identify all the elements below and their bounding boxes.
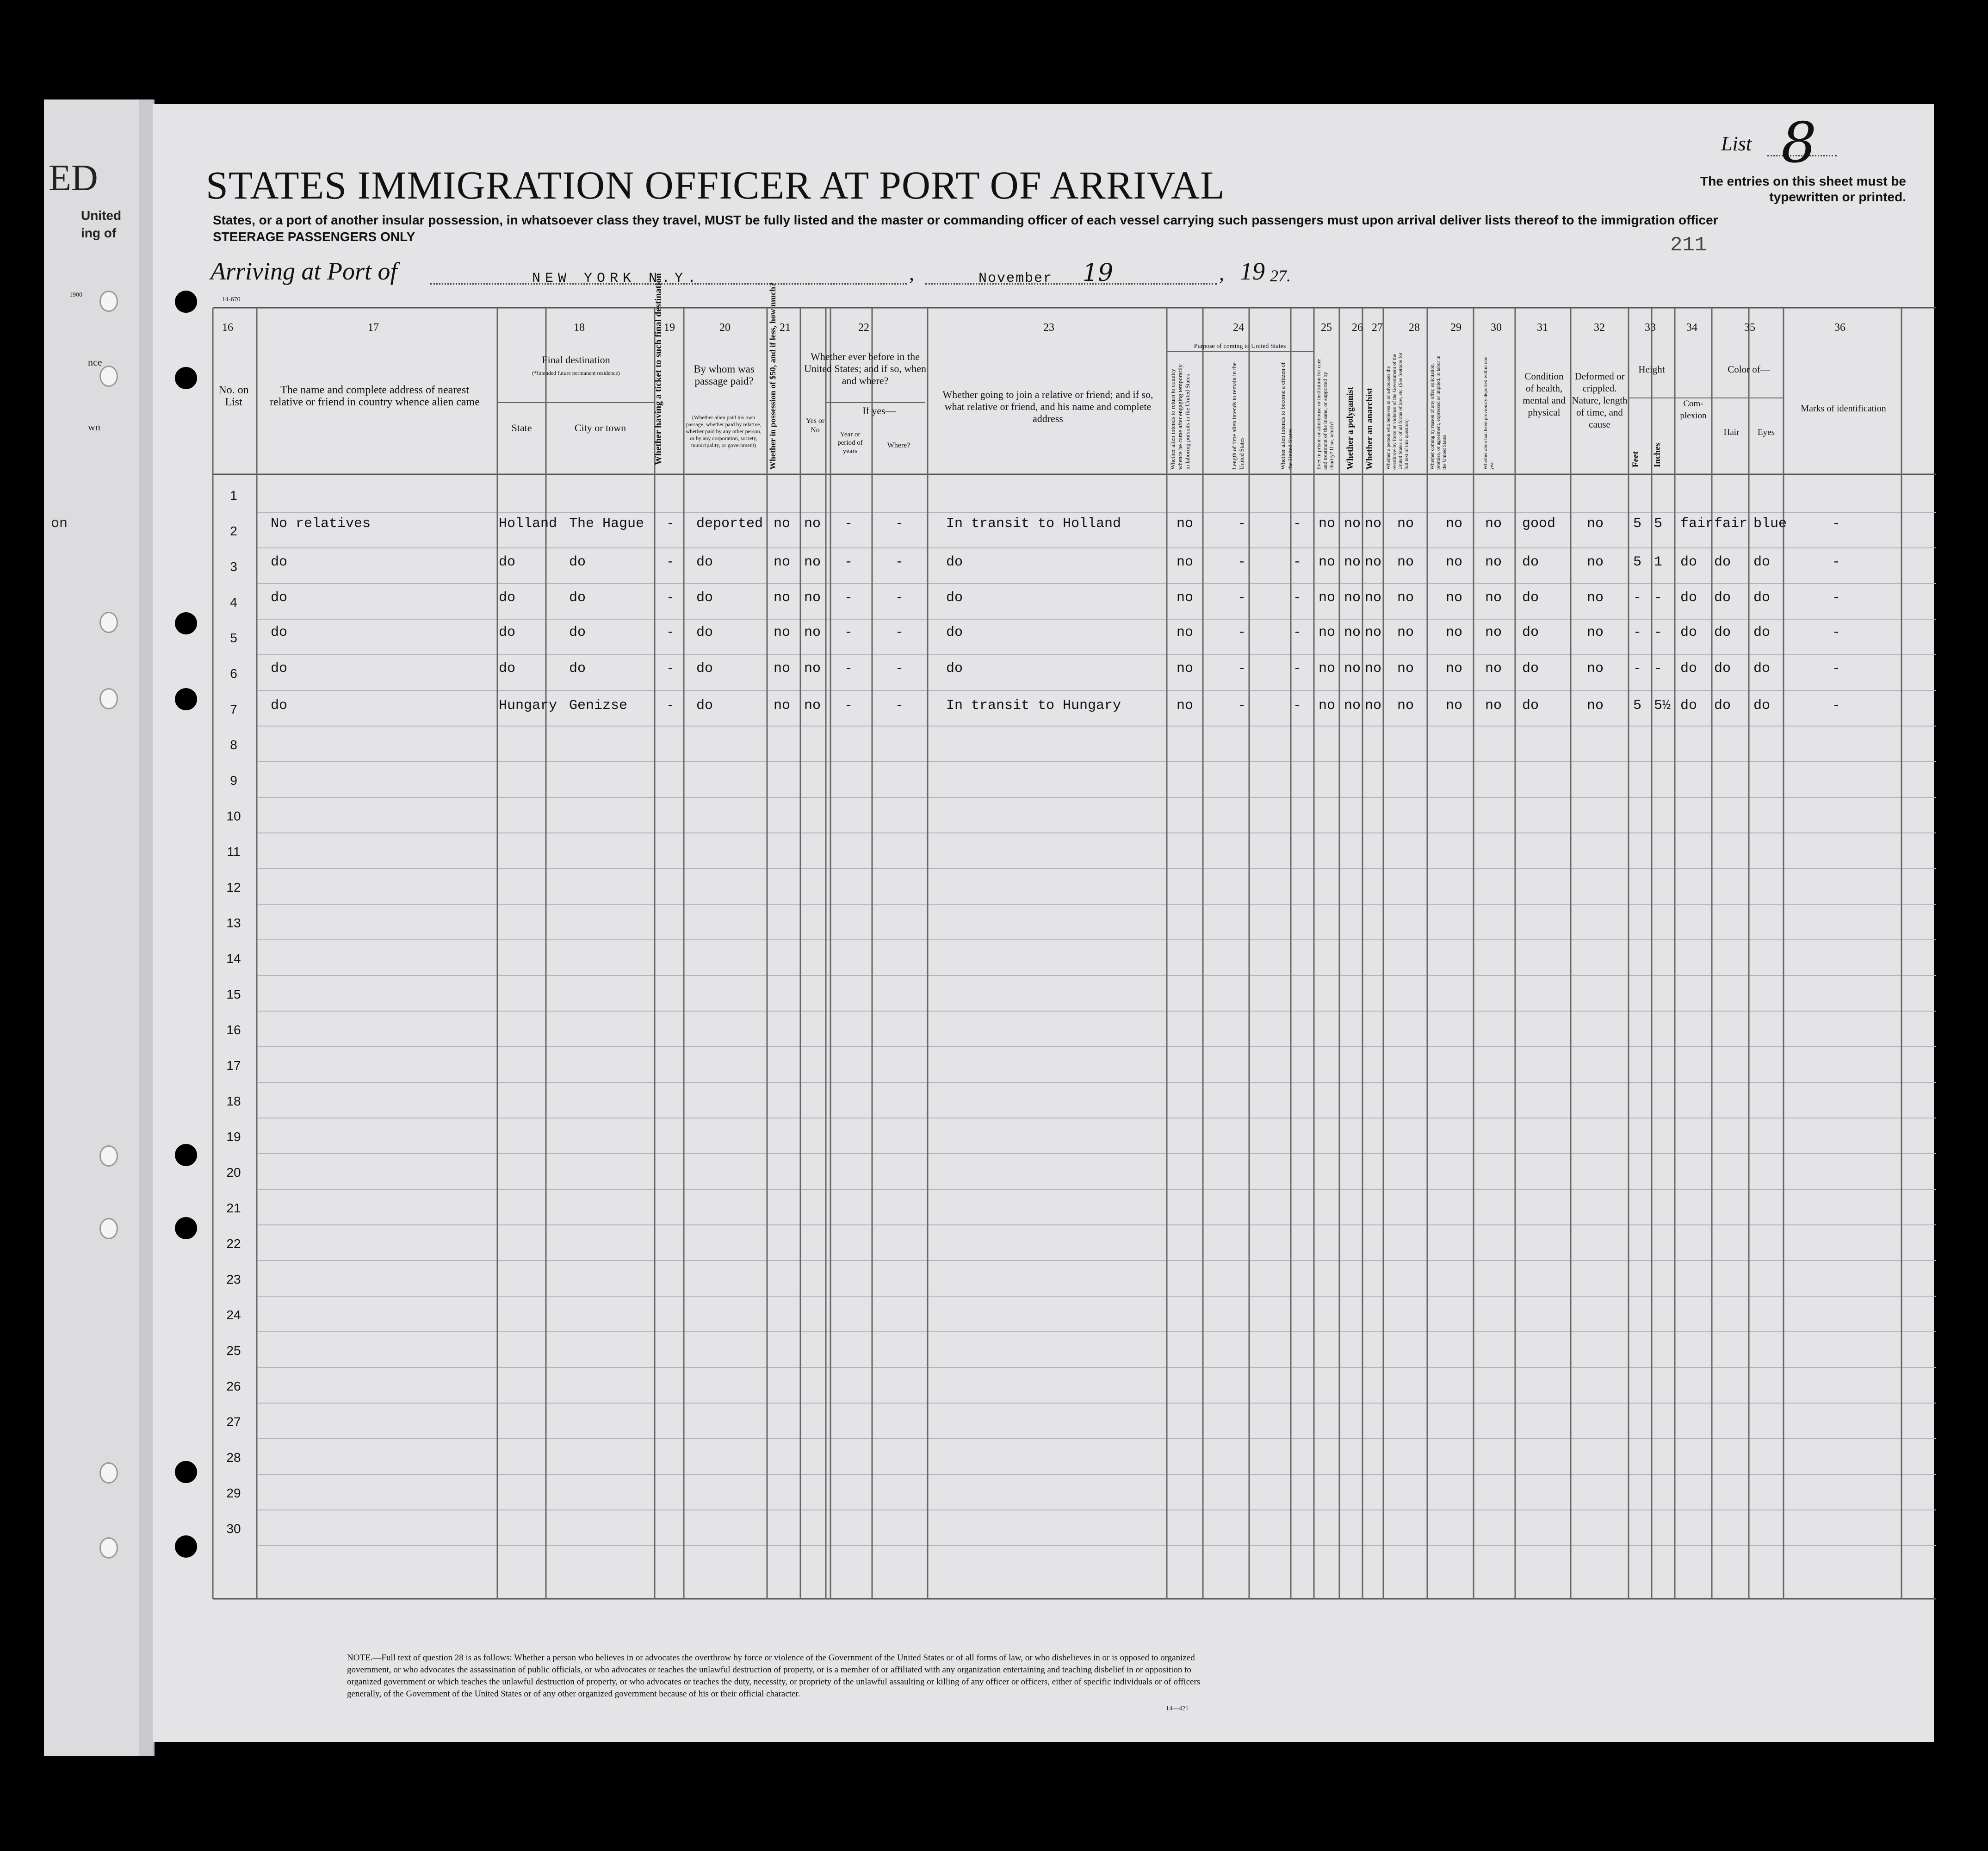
cell-health: do [1522,661,1539,677]
form-code: 14-670 [222,296,241,303]
cell-q28: no [1397,698,1414,714]
colnum-21: 21 [780,322,791,334]
cell-polygamist: no [1344,554,1361,570]
colnum-30: 30 [1491,322,1502,334]
colnum-36: 36 [1834,322,1846,334]
cell-anarchist: no [1365,698,1382,714]
cell-deported: no [1485,625,1502,640]
header-final-destination: Final destination [542,354,610,366]
row-number: 3 [230,559,237,574]
cell-anarchist: no [1365,625,1382,640]
left-fragment-stamp: 1900 [69,292,82,298]
colnum-35: 35 [1744,322,1755,334]
cell-polygamist: no [1344,516,1361,532]
cell-marks: - [1832,625,1841,640]
cell-citizen-intent: - [1293,698,1302,714]
cell-ticket: - [666,590,675,606]
cell-joining: do [946,661,963,677]
cell-complexion: do [1680,590,1697,606]
cell-return-intent: no [1177,590,1194,606]
row-number: 26 [226,1379,241,1393]
cell-year-before: - [844,516,853,532]
header-prison: Ever in prison or almshouse or institution for care and treatment of the insane, or supported by charity? If so, which? [1315,359,1335,470]
cell-joining: do [946,590,963,606]
cell-height-inches: 5 [1654,516,1663,532]
cell-relative-address: do [271,661,288,677]
cell-destination-city: do [569,590,586,606]
cell-hair-color: do [1714,698,1731,714]
row-number: 4 [230,595,237,609]
cell-ticket: - [666,554,675,570]
cell-prison: no [1319,516,1336,532]
header-return-intent: Whether alien intends to return to country whence he came after engaging temporarily in laboring pursuits in the United States [1169,364,1191,470]
cell-where-before: - [895,590,904,606]
cell-eye-color: do [1753,625,1771,640]
header-contract-labor: Whether coming by reason of any offer, solicitation, promise, or agreement, expressed or implied, to labor in the United States [1430,355,1447,470]
cell-fifty-dollars: no [774,625,791,640]
list-note: The entries on this sheet must be typewritten or printed. [1700,174,1906,204]
cell-passage-paid-by: do [696,661,713,677]
passenger-class: STEERAGE PASSENGERS ONLY [213,230,415,244]
cell-deported: no [1485,590,1502,606]
row-number: 14 [226,951,241,966]
colnum-28: 28 [1409,322,1420,334]
cell-length-of-stay: - [1238,625,1246,640]
form-instructions: States, or a port of another insular possession, in whatsoever class they travel, MUST be fully listed and the master or commanding officer of each vessel carrying such passengers must upon arrival deliver lists thereof to the immigration officer [213,213,1718,227]
list-number: 8 [1781,111,1817,175]
cell-destination-city: The Hague [569,516,644,532]
cell-fifty-dollars: no [774,590,791,606]
cell-contract-labor: no [1446,590,1463,606]
header-final-destination-sub: (*Intended future permanent residence) [532,370,620,376]
cell-citizen-intent: - [1293,590,1302,606]
cell-destination-state: do [499,554,516,570]
cell-fifty-dollars: no [774,661,791,677]
cell-complexion: do [1680,625,1697,640]
day-value: 19 [1083,259,1114,287]
cell-deformed: no [1587,698,1604,714]
row-number: 10 [226,809,241,823]
cell-length-of-stay: - [1238,516,1246,532]
cell-year-before: - [844,661,853,677]
left-fragment-on: on [51,516,68,532]
cell-prison: no [1319,554,1336,570]
cell-health: good [1522,516,1556,532]
cell-height-inches: - [1654,661,1663,677]
arriving-label: Arriving at Port of [211,257,397,285]
row-number: 1 [230,488,237,503]
cell-contract-labor: no [1446,661,1463,677]
cell-prison: no [1319,625,1336,640]
form-title: STATES IMMIGRATION OFFICER AT PORT OF ARRIVAL [206,163,1225,207]
header-purpose: Purpose of coming to United States [1194,343,1286,350]
list-label: List [1721,132,1752,155]
header-hair: Hair [1723,428,1740,437]
cell-relative-address: do [271,625,288,640]
cell-deported: no [1485,554,1502,570]
cell-height-feet: 5 [1633,516,1642,532]
footnote-q28: NOTE.—Full text of question 28 is as follows: Whether a person who believes in or advocates the overthrow by force or violence of the Government of the United States or of all forms of law, or who disbelieves in or is opposed to organized government, or who advocates the assassination of public officials, or who advocates or teaches the unlawful destruction of property, or is a member of or affiliated with any organization entertaining and teaching disbelief in or opposition to organized government or which teaches the unlawful destruction of property, or who advocates or teaches the duty, necessity, or propriety of the unlawful assaulting or killing of any officer or officers, either of specific individuals or of officers generally, of the Government of the United States or of any other organized government because of his or their official character. [347,1653,1201,1699]
header-deported: Whether alien had been previously deported within one year [1483,356,1494,470]
cell-return-intent: no [1177,625,1194,640]
cell-destination-city: do [569,661,586,677]
cell-contract-labor: no [1446,698,1463,714]
cell-deported: no [1485,698,1502,714]
footer-form-code: 14—421 [1166,1705,1189,1712]
cell-citizen-intent: - [1293,554,1302,570]
cell-relative-address: No relatives [271,516,371,532]
cell-prison: no [1319,590,1336,606]
colnum-33: 33 [1645,322,1656,334]
header-no-on-list: No. on List [218,384,249,408]
colnum-16: 16 [222,322,233,334]
cell-prison: no [1319,661,1336,677]
header-passage-paid: By whom was passage paid? [694,363,755,387]
cell-relative-address: do [271,590,288,606]
row-number: 19 [226,1130,241,1144]
cell-polygamist: no [1344,590,1361,606]
colnum-29: 29 [1450,322,1462,334]
port-value: NEW YORK N.Y. [532,271,701,286]
header-height: Height [1638,364,1665,375]
cell-marks: - [1832,516,1841,532]
header-marks: Marks of identification [1801,404,1886,414]
cell-hair-color: do [1714,554,1731,570]
cell-q28: no [1397,516,1414,532]
cell-anarchist: no [1365,554,1382,570]
comma: , [909,262,914,285]
month-value: November [979,271,1053,286]
cell-citizen-intent: - [1293,625,1302,640]
cell-complexion: do [1680,554,1697,570]
header-state: State [511,422,532,434]
cell-passage-paid-by: do [696,590,713,606]
cell-been-before: no [804,554,821,570]
row-number: 23 [226,1272,241,1286]
cell-been-before: no [804,516,821,532]
cell-year-before: - [844,590,853,606]
cell-eye-color: blue [1753,516,1787,532]
cell-height-feet: 5 [1633,698,1642,714]
row-number: 29 [226,1486,241,1500]
cell-fifty-dollars: no [774,698,791,714]
row-number: 21 [226,1201,241,1215]
cell-complexion: do [1680,698,1697,714]
cell-deformed: no [1587,554,1604,570]
row-number: 2 [230,524,237,538]
left-fragment-united: United [81,208,122,223]
cell-ticket: - [666,661,675,677]
colnum-26: 26 [1352,322,1363,334]
row-number: 22 [226,1236,241,1251]
header-q28: Whether a person who believes in or advocates the overthrow by force or violence of the Government of the United States or of all forms of law, etc. (See footnote for full text of this question) [1386,352,1409,470]
cell-joining: In transit to Hungary [946,698,1121,714]
cell-marks: - [1832,590,1841,606]
cell-relative-address: do [271,554,288,570]
cell-citizen-intent: - [1293,661,1302,677]
cell-deformed: no [1587,625,1604,640]
colnum-27: 27 [1372,322,1383,334]
header-where: Where? [887,441,910,449]
comma: , [1219,262,1224,285]
cell-relative-address: do [271,698,288,714]
cell-fifty-dollars: no [774,516,791,532]
cell-prison: no [1319,698,1336,714]
row-number: 6 [230,666,237,681]
row-number: 28 [226,1450,241,1465]
cell-q28: no [1397,590,1414,606]
cell-passage-paid-by: do [696,625,713,640]
cell-height-feet: 5 [1633,554,1642,570]
cell-health: do [1522,590,1539,606]
cell-where-before: - [895,516,904,532]
cell-destination-city: do [569,625,586,640]
left-fragment-wn: wn [88,421,100,433]
header-city: City or town [574,422,626,434]
row-number: 16 [226,1023,241,1037]
cell-deformed: no [1587,590,1604,606]
stamp-number: 211 [1670,234,1707,257]
cell-passage-paid-by: do [696,698,713,714]
colnum-23: 23 [1043,322,1054,334]
row-number: 12 [226,880,241,894]
cell-polygamist: no [1344,625,1361,640]
cell-year-before: - [844,625,853,640]
cell-height-inches: 1 [1654,554,1663,570]
cell-destination-city: do [569,554,586,570]
cell-anarchist: no [1365,590,1382,606]
cell-destination-state: do [499,590,516,606]
cell-return-intent: no [1177,516,1194,532]
header-complexion: Com-plexion [1680,399,1707,421]
row-number: 5 [230,631,237,645]
cell-eye-color: do [1753,554,1771,570]
cell-fifty-dollars: no [774,554,791,570]
header-if-yes: If yes— [862,405,896,416]
cell-q28: no [1397,625,1414,640]
cell-eye-color: do [1753,661,1771,677]
cell-polygamist: no [1344,698,1361,714]
colnum-17: 17 [368,322,379,334]
header-eyes: Eyes [1758,428,1775,437]
cell-height-feet: - [1633,590,1642,606]
cell-height-inches: - [1654,590,1663,606]
row-number: 13 [226,916,241,930]
colnum-18: 18 [574,322,585,334]
cell-deformed: no [1587,661,1604,677]
cell-return-intent: no [1177,661,1194,677]
cell-destination-state: Hungary [499,698,557,714]
cell-deported: no [1485,516,1502,532]
cell-deformed: no [1587,516,1604,532]
cell-where-before: - [895,554,904,570]
cell-hair-color: do [1714,625,1731,640]
cell-joining: do [946,554,963,570]
row-number: 20 [226,1165,241,1180]
cell-complexion: fair [1680,516,1714,532]
cell-been-before: no [804,625,821,640]
colnum-25: 25 [1321,322,1332,334]
row-number: 18 [226,1094,241,1108]
cell-been-before: no [804,661,821,677]
cell-q28: no [1397,661,1414,677]
header-fifty-dollars: Whether in possession of $50, and if less, how much? [768,282,777,470]
colnum-31: 31 [1537,322,1548,334]
cell-hair-color: do [1714,590,1731,606]
left-fragment-ing: ing of [81,226,117,240]
cell-length-of-stay: - [1238,590,1246,606]
cell-contract-labor: no [1446,554,1463,570]
cell-marks: - [1832,554,1841,570]
colnum-20: 20 [719,322,731,334]
cell-return-intent: no [1177,554,1194,570]
cell-ticket: - [666,625,675,640]
colnum-34: 34 [1686,322,1697,334]
cell-joining: In transit to Holland [946,516,1121,532]
cell-destination-state: do [499,661,516,677]
header-deformed: Deformed or crippled. Nature, length of time, and cause [1572,371,1628,430]
cell-where-before: - [895,625,904,640]
cell-hair-color: do [1714,661,1731,677]
row-number: 7 [230,702,237,716]
cell-health: do [1522,625,1539,640]
cell-marks: - [1832,661,1841,677]
header-year: Year or period of years [837,431,863,455]
cell-deported: no [1485,661,1502,677]
colnum-22: 22 [858,322,869,334]
row-number: 8 [230,738,237,752]
cell-destination-state: do [499,625,516,640]
cell-q28: no [1397,554,1414,570]
header-passage-paid-sub: (Whether alien paid his own passage, whether paid by relative, whether paid by any other person, or by any corporation, society, municipality, or government) [686,414,762,448]
header-yes-or-no: Yes or No [805,417,825,434]
header-nearest-relative: The name and complete address of nearest relative or friend in country whence alien came [270,384,480,408]
row-number: 9 [230,773,237,788]
cell-anarchist: no [1365,661,1382,677]
colnum-19: 19 [664,322,675,334]
colnum-32: 32 [1594,322,1605,334]
row-number: 11 [227,845,241,859]
cell-length-of-stay: - [1238,661,1246,677]
row-number: 15 [226,987,241,1001]
cell-contract-labor: no [1446,516,1463,532]
cell-contract-labor: no [1446,625,1463,640]
colnum-24: 24 [1233,322,1244,334]
cell-complexion: do [1680,661,1697,677]
cell-marks: - [1832,698,1841,714]
year-prefix: 19 [1240,257,1265,285]
cell-hair-color: fair [1714,516,1748,532]
header-ticket: Whether having a ticket to such final destination [653,273,663,465]
year-suffix: 27. [1270,267,1291,285]
cell-anarchist: no [1365,516,1382,532]
header-join-relative: Whether going to join a relative or friend; and if so, what relative or friend, and his name and complete address [942,389,1153,424]
cell-ticket: - [666,516,675,532]
row-number: 27 [226,1415,241,1429]
cell-passage-paid-by: do [696,554,713,570]
cell-been-before: no [804,590,821,606]
cell-height-inches: - [1654,625,1663,640]
cell-joining: do [946,625,963,640]
row-number: 25 [226,1343,241,1358]
header-color-of: Color of— [1728,364,1770,375]
row-number: 30 [226,1522,241,1536]
header-health: Condition of health, mental and physical [1523,371,1566,418]
cell-health: do [1522,698,1539,714]
header-anarchist: Whether an anarchist [1365,388,1375,470]
cell-length-of-stay: - [1238,554,1246,570]
cell-height-feet: - [1633,661,1642,677]
cell-destination-state: Holland [499,516,557,532]
cell-where-before: - [895,698,904,714]
left-fragment-ed: ED [49,158,98,199]
cell-year-before: - [844,698,853,714]
cell-where-before: - [895,661,904,677]
cell-eye-color: do [1753,590,1771,606]
cell-height-inches: 5½ [1654,698,1671,714]
cell-ticket: - [666,698,675,714]
row-number: 24 [226,1308,241,1322]
cell-return-intent: no [1177,698,1194,714]
header-length-of-stay: Length of time alien intends to remain in the United States [1231,362,1245,470]
header-feet: Feet [1631,451,1641,467]
header-ever-before: Whether ever before in the United States; and if so, when and where? [804,351,926,386]
cell-polygamist: no [1344,661,1361,677]
cell-citizen-intent: - [1293,516,1302,532]
cell-been-before: no [804,698,821,714]
cell-height-feet: - [1633,625,1642,640]
cell-passage-paid-by: deported [696,516,763,532]
row-number: 17 [226,1058,241,1073]
header-citizen-intent: Whether alien intends to become a citizen of the United States [1279,362,1294,470]
header-polygamist: Whether a polygamist [1345,386,1355,470]
left-fragment-nce: nce [88,356,102,368]
cell-destination-city: Genizse [569,698,628,714]
cell-year-before: - [844,554,853,570]
cell-health: do [1522,554,1539,570]
cell-length-of-stay: - [1238,698,1246,714]
header-inches: Inches [1653,443,1662,467]
cell-eye-color: do [1753,698,1771,714]
